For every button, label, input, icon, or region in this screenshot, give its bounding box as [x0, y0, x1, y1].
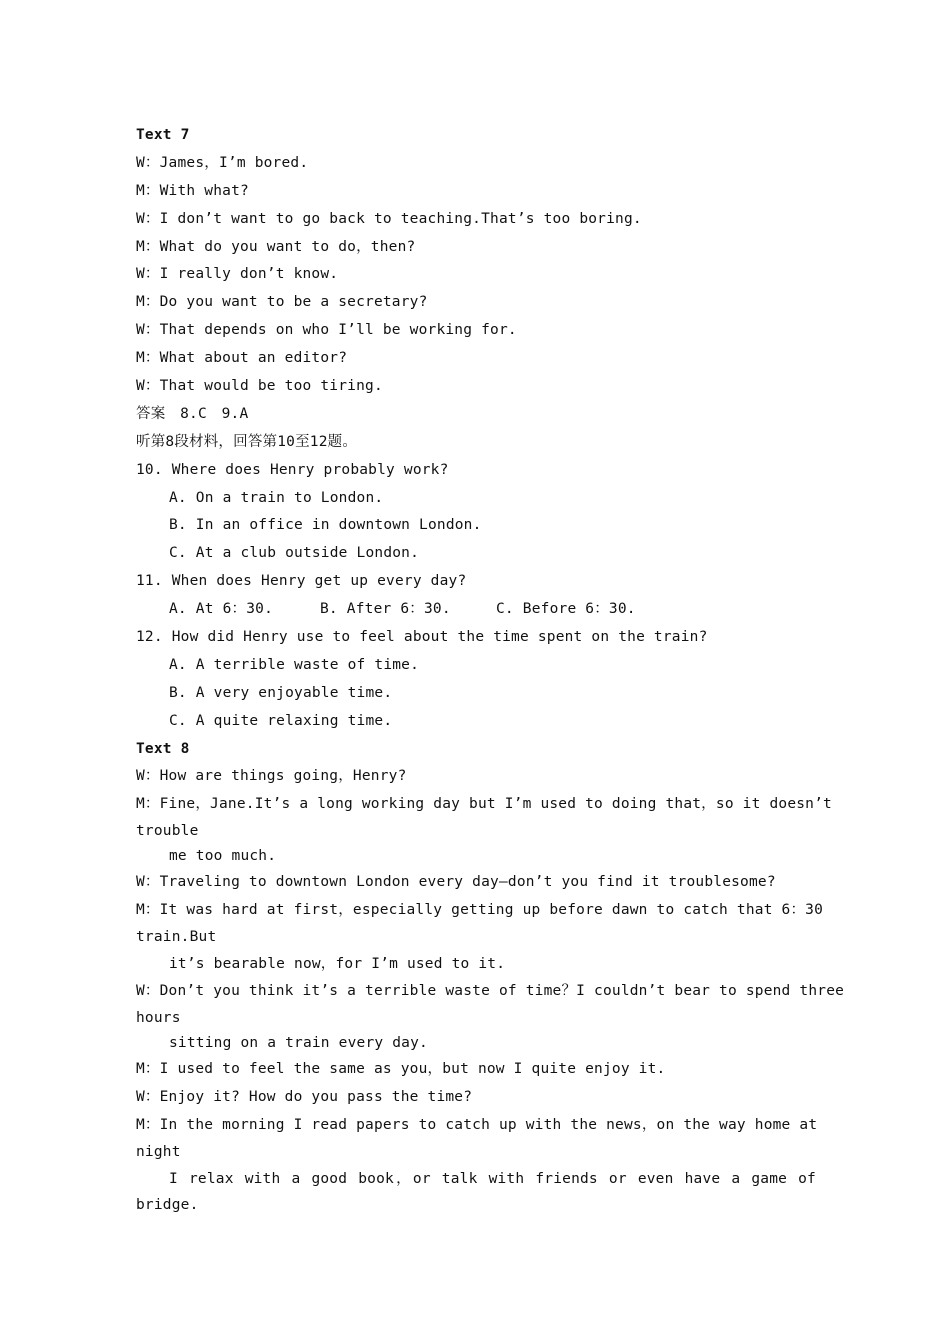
question-12: 12. How did Henry use to feel about the time spent on the train?	[136, 629, 708, 646]
q12-option-b: B. A very enjoyable time.	[169, 684, 393, 701]
text7-line-5: W：I really don’t know.	[136, 266, 339, 283]
instruction: 听第8段材料，回答第10至12题。	[136, 433, 358, 450]
text7-line-3: W：I don’t want to go back to teaching.That’s too boring.	[136, 210, 642, 227]
text8-line-5a: W：Don’t you think it’s a terrible waste of time？I couldn’t bear to spend three	[136, 983, 845, 1000]
text8-line-4c: it’s bearable now，for I’m used to it.	[169, 956, 506, 973]
question-10: 10. Where does Henry probably work?	[136, 461, 449, 478]
text8-line-5c: sitting on a train every day.	[169, 1034, 428, 1051]
q11-option-c: C. Before 6：30.	[496, 601, 636, 618]
text7-line-6: M：Do you want to be a secretary?	[136, 294, 428, 311]
q10-option-c: C. At a club outside London.	[169, 545, 420, 562]
text8-line-2c: me too much.	[169, 848, 277, 865]
text7-line-4: M：What do you want to do，then?	[136, 238, 416, 255]
text8-line-6: M：I used to feel the same as you，but now I quite enjoy it.	[136, 1060, 666, 1077]
text8-line-4b: train.But	[136, 929, 217, 946]
text8-line-3: W：Traveling to downtown London every day—don’t you find it troublesome?	[136, 874, 776, 891]
text8-line-2a: M：Fine，Jane.It’s a long working day but I’m used to doing that，so it doesn’t	[136, 796, 832, 813]
text7-heading: Text 7	[136, 127, 190, 143]
text8-line-7: W：Enjoy it? How do you pass the time?	[136, 1088, 473, 1105]
question-11: 11. When does Henry get up every day?	[136, 573, 467, 590]
text8-line-8c: I relax with a good book，or talk with friends or even have a game of	[169, 1170, 816, 1187]
text8-line-8b: night	[136, 1143, 181, 1160]
answer-key: 答案 8.C 9.A	[136, 405, 249, 422]
text8-line-8a: M：In the morning I read papers to catch up with the news，on the way home at	[136, 1116, 818, 1133]
text8-heading: Text 8	[136, 740, 190, 757]
text7-line-9: W：That would be too tiring.	[136, 378, 383, 395]
q10-option-b: B. In an office in downtown London.	[169, 517, 482, 534]
q11-option-a: A. At 6：30.	[169, 601, 273, 618]
text8-line-5b: hours	[136, 1009, 181, 1026]
q12-option-c: C. A quite relaxing time.	[169, 712, 393, 729]
text7-line-7: W：That depends on who I’ll be working for.	[136, 322, 517, 339]
text8-line-4a: M：It was hard at first，especially getting up before dawn to catch that 6：30	[136, 902, 824, 919]
text8-line-2b: trouble	[136, 823, 199, 840]
document-body	[136, 122, 845, 1218]
text7-line-8: M：What about an editor?	[136, 350, 348, 367]
q11-options	[136, 596, 816, 624]
q10-option-a: A. On a train to London.	[169, 489, 384, 506]
text7-line-2: M：With what?	[136, 182, 249, 199]
text8-line-1: W：How are things going，Henry?	[136, 768, 407, 785]
text8-line-8d: bridge.	[136, 1196, 199, 1213]
text7-line-1: W：James，I’m bored.	[136, 154, 309, 171]
q11-option-b: B. After 6：30.	[320, 601, 451, 618]
q12-option-a: A. A terrible waste of time.	[169, 656, 420, 673]
